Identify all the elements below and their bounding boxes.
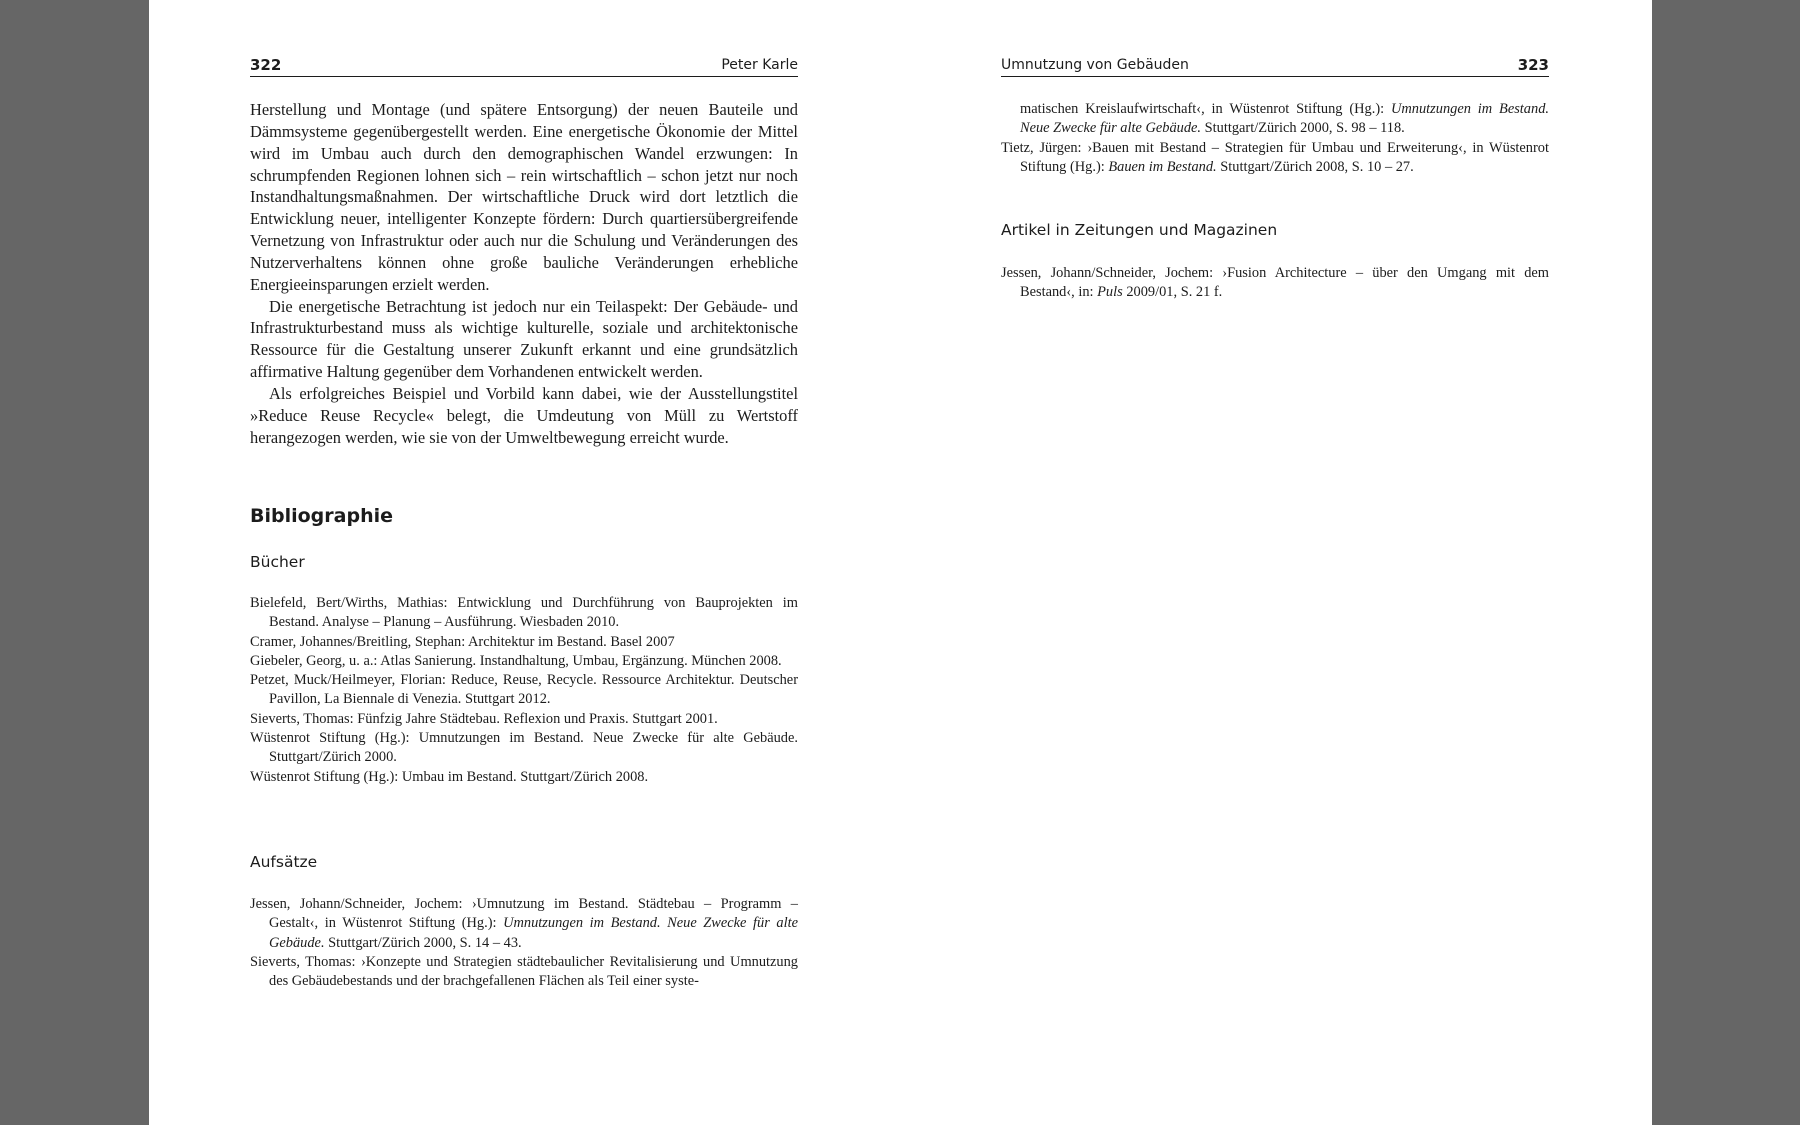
essays-continued-list [1001, 100, 1549, 177]
bibliography-entry: Cramer, Johannes/Breitling, Stephan: Architektur im Bestand. Basel 2007 [250, 633, 675, 650]
bibliography-entry: Sieverts, Thomas: ›Konzepte und Strategien städtebaulicher Revitalisierung und Umnutzung des Gebäudebestands und der brachgefallenen Flächen als Teil einer syste- [250, 953, 798, 990]
books-heading: Bücher [250, 553, 305, 571]
articles-list [1001, 264, 1549, 303]
left-page-header [250, 54, 798, 77]
essays-list [250, 895, 798, 991]
bibliography-entry: Wüstenrot Stiftung (Hg.): Umnutzungen im Bestand. Neue Zwecke für alte Gebäude. Stuttgart/Zürich 2000. [250, 730, 798, 766]
bibliography-entry: Tietz, Jürgen: ›Bauen mit Bestand – Strategien für Umbau und Erweiterung‹, in Wüstenrot Stiftung (Hg.): Bauen im Bestand. Stuttgart/Zürich 2008, S. 10 – 27. [1001, 139, 1549, 175]
running-head: Umnutzung von Gebäuden [1001, 57, 1189, 73]
books-list [250, 594, 798, 787]
body-text [250, 99, 798, 449]
bibliography-entry: Bielefeld, Bert/Wirths, Mathias: Entwicklung und Durchführung von Bauprojekten im Bestand. Analyse – Planung – Ausführung. Wiesbaden 2010. [250, 595, 798, 631]
bibliography-entry: Wüstenrot Stiftung (Hg.): Umbau im Bestand. Stuttgart/Zürich 2008. [250, 768, 649, 785]
bibliography-entry: Giebeler, Georg, u. a.: Atlas Sanierung. Instandhaltung, Umbau, Ergänzung. München 2008. [250, 652, 782, 669]
running-head: Peter Karle [721, 57, 798, 73]
right-page-header [1001, 54, 1549, 77]
page-number: 323 [1517, 56, 1549, 74]
bibliography-heading: Bibliographie [250, 505, 393, 527]
bibliography-entry: Jessen, Johann/Schneider, Jochem: ›Fusion Architecture – über den Umgang mit dem Bestand‹, in: Puls 2009/01, S. 21 f. [1001, 265, 1549, 301]
paragraph: Herstellung und Montage (und spätere Entsorgung) der neuen Bauteile und Dämmsysteme gegenübergestellt werden. Eine energetische Ökonomie der Mittel wird im Umbau auch durch den demographischen Wandel erzwungen: In schrumpfenden Regionen lohnen sich – rein wirtschaftlich – schon jetzt nur noch Instandhaltungsmaßnahmen. Der wirtschaftliche Druck wird dort letztlich die Entwicklung neuer, intelligenter Konzepte fördern: Durch quartiersübergreifende Vernetzung von Infrastruktur oder auch nur die Schulung und Veränderungen des Nutzerverhaltens können ohne große bauliche Veränderungen erhebliche Energieeinsparungen erzielt werden. [250, 100, 798, 294]
paragraph: Als erfolgreiches Beispiel und Vorbild kann dabei, wie der Ausstellungstitel »Reduce Reuse Recycle« belegt, die Umdeutung von Müll zu Wertstoff herangezogen werden, wie sie von der Umweltbewegung erreicht wurde. [250, 383, 798, 447]
bibliography-entry: Jessen, Johann/Schneider, Jochem: ›Umnutzung im Bestand. Städtebau – Programm – Gestalt‹, in Wüstenrot Stiftung (Hg.): Umnutzungen im Bestand. Neue Zwecke für alte Gebäude. Stuttgart/Zürich 2000, S. 14 – 43. [250, 896, 798, 951]
page-number: 322 [250, 56, 282, 74]
book-spread [149, 0, 1652, 1125]
bibliography-entry: Sieverts, Thomas: Fünfzig Jahre Städtebau. Reflexion und Praxis. Stuttgart 2001. [250, 710, 718, 727]
essays-heading: Aufsätze [250, 853, 318, 871]
articles-heading: Artikel in Zeitungen und Magazinen [1001, 221, 1278, 239]
bibliography-entry-continued: matischen Kreislaufwirtschaft‹, in Wüstenrot Stiftung (Hg.): Umnutzungen im Bestand. Neue Zwecke für alte Gebäude. Stuttgart/Zürich 2000, S. 98 – 118. [1020, 101, 1549, 137]
paragraph: Die energetische Betrachtung ist jedoch nur ein Teilaspekt: Der Gebäude- und Infrastrukturbestand muss als wichtige kulturelle, soziale und architektonische Ressource für die Gestaltung unserer Zukunft erkannt und eine grundsätzlich affirmative Haltung gegenüber dem Vorhandenen entwickelt werden. [250, 296, 798, 382]
bibliography-entry: Petzet, Muck/Heilmeyer, Florian: Reduce, Reuse, Recycle. Ressource Architektur. Deutscher Pavillon, La Biennale di Venezia. Stuttgart 2012. [250, 672, 798, 708]
